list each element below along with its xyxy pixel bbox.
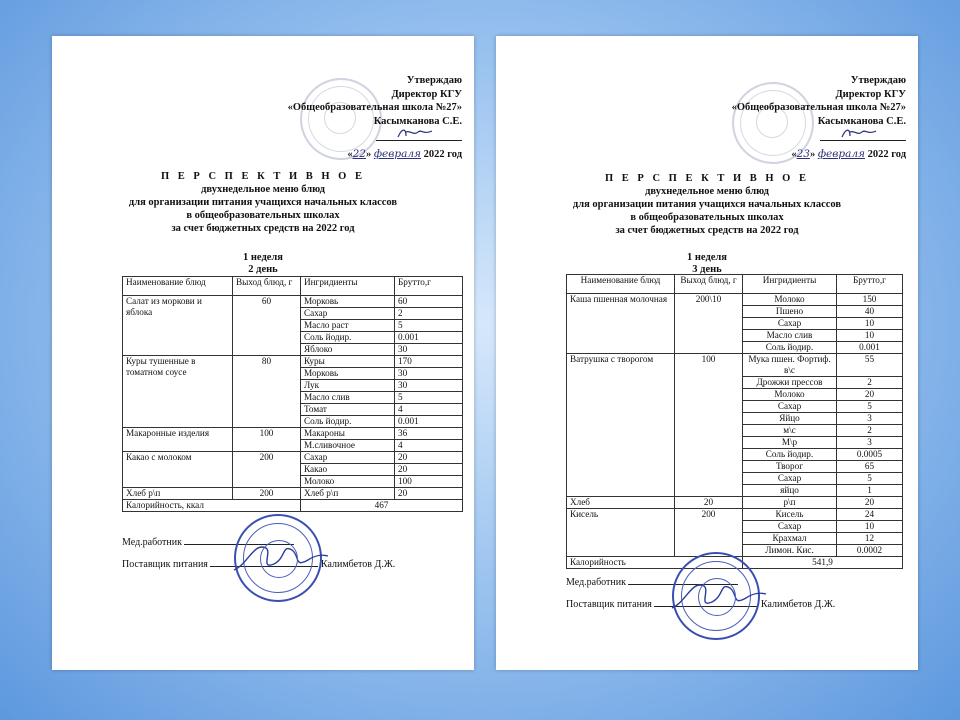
table-row xyxy=(123,452,463,464)
header-output: Выход блюд, г xyxy=(233,277,301,296)
table-row xyxy=(123,296,463,308)
ingredient-weight: 20 xyxy=(837,389,903,401)
ingredient-weight: 10 xyxy=(837,330,903,342)
ingredient-name: Сахар xyxy=(743,318,837,330)
ingredient-name: яйцо xyxy=(743,485,837,497)
approve-word: Утверждаю xyxy=(406,75,462,86)
ingredient-weight: 0.001 xyxy=(395,416,463,428)
calories-label: Калорийность xyxy=(567,557,743,569)
ingredient-weight: 0.0005 xyxy=(837,449,903,461)
ingredient-weight: 24 xyxy=(837,509,903,521)
ingredient-weight: 5 xyxy=(395,392,463,404)
table-row xyxy=(567,497,903,509)
document-title: П Е Р С П Е К Т И В Н О Е двухнедельное меню блюд для организации питания учащихся начальных классов в общеобразовательных школах за счет бюджетных средств на 2022 год xyxy=(572,173,842,236)
ingredient-weight: 36 xyxy=(395,428,463,440)
ingredient-name: Морковь xyxy=(301,368,395,380)
director-signature-line xyxy=(820,128,906,141)
menu-table xyxy=(566,274,903,569)
dish-output: 200 xyxy=(233,488,301,500)
ingredient-weight: 2 xyxy=(837,377,903,389)
ingredient-name: Сахар xyxy=(301,308,395,320)
ingredient-weight: 10 xyxy=(837,318,903,330)
ingredient-name: Пшено xyxy=(743,306,837,318)
ingredient-weight: 0.001 xyxy=(837,342,903,354)
dish-output: 20 xyxy=(675,497,743,509)
dish-output: 200 xyxy=(675,509,743,557)
ingredient-weight: 20 xyxy=(395,452,463,464)
ingredient-weight: 20 xyxy=(837,497,903,509)
ingredient-name: Молоко xyxy=(743,389,837,401)
dish-name: Каша пшенная молочная xyxy=(567,294,675,354)
dish-output: 100 xyxy=(233,428,301,452)
ingredient-name: Сахар xyxy=(743,521,837,533)
ingredient-name: Томат xyxy=(301,404,395,416)
ingredient-weight: 5 xyxy=(395,320,463,332)
ingredient-name: Морковь xyxy=(301,296,395,308)
date-month: февраля xyxy=(373,147,421,160)
supplier-signature-icon xyxy=(230,534,330,580)
ingredient-name: Крахмал xyxy=(743,533,837,545)
ingredient-name: Соль йодир. xyxy=(743,449,837,461)
header-gross: Брутто,г xyxy=(837,275,903,294)
table-row xyxy=(567,354,903,377)
ingredient-name: Соль йодир. xyxy=(743,342,837,354)
table-row xyxy=(567,294,903,306)
ingredient-name: Дрожжи прессов xyxy=(743,377,837,389)
ingredient-name: Кисель xyxy=(743,509,837,521)
ingredient-weight: 55 xyxy=(837,354,903,377)
menu-sheet-day-3 xyxy=(496,36,918,670)
dish-name: Куры тушенные в томатном соусе xyxy=(123,356,233,428)
header-output: Выход блюд, г xyxy=(675,275,743,294)
ingredient-name: м\с xyxy=(743,425,837,437)
dish-name: Салат из моркови и яблока xyxy=(123,296,233,356)
approve-position: Директор КГУ xyxy=(391,88,462,100)
ingredient-weight: 30 xyxy=(395,344,463,356)
ingredient-name: Соль йодир. xyxy=(301,332,395,344)
supplier-label: Поставщик питания xyxy=(122,559,208,570)
ingredient-name: Творог xyxy=(743,461,837,473)
ingredient-name: Лук xyxy=(301,380,395,392)
menu-table xyxy=(122,276,463,512)
dish-output: 60 xyxy=(233,296,301,356)
ingredient-name: Какао xyxy=(301,464,395,476)
ingredient-weight: 0.001 xyxy=(395,332,463,344)
ingredient-weight: 40 xyxy=(837,306,903,318)
document-title: П Е Р С П Е К Т И В Н О Е двухнедельное меню блюд для организации питания учащихся начальных классов в общеобразовательных школах за счет бюджетных средств на 2022 год xyxy=(128,171,398,234)
supplier-seal xyxy=(234,514,322,602)
ingredient-name: Мука пшен. Фортиф. в\с xyxy=(743,354,837,377)
dish-name: Хлеб xyxy=(567,497,675,509)
day-label: 2 день xyxy=(248,264,278,275)
menu-sheet-day-2 xyxy=(52,36,474,670)
ingredient-name: Яйцо xyxy=(743,413,837,425)
approval-block xyxy=(288,74,462,161)
director-signature-line xyxy=(376,128,462,141)
ingredient-weight: 20 xyxy=(395,488,463,500)
dish-name: Какао с молоком xyxy=(123,452,233,488)
day-label: 3 день xyxy=(692,264,722,275)
ingredient-name: М\р xyxy=(743,437,837,449)
ingredient-name: Сахар xyxy=(743,401,837,413)
week-label: 1 неделя xyxy=(687,252,727,263)
ingredient-name: Масло раст xyxy=(301,320,395,332)
dish-output: 100 xyxy=(675,354,743,497)
medic-label: Мед.работник xyxy=(122,537,182,548)
dish-output: 200 xyxy=(233,452,301,488)
supplier-name: Калимбетов Д.Ж. xyxy=(760,599,836,610)
ingredient-name: р\п xyxy=(743,497,837,509)
ingredient-weight: 5 xyxy=(837,473,903,485)
ingredient-name: Хлеб р\п xyxy=(301,488,395,500)
table-row xyxy=(567,509,903,521)
ingredient-weight: 1 xyxy=(837,485,903,497)
ingredient-weight: 65 xyxy=(837,461,903,473)
calories-row xyxy=(123,500,463,512)
ingredient-weight: 2 xyxy=(837,425,903,437)
supplier-label: Поставщик питания xyxy=(566,599,652,610)
date-day: 23 xyxy=(796,147,810,160)
ingredient-name: Молоко xyxy=(743,294,837,306)
supplier-signature-icon xyxy=(668,572,768,618)
ingredient-name: М.сливочное xyxy=(301,440,395,452)
ingredient-name: Соль йодир. xyxy=(301,416,395,428)
dish-output: 200\10 xyxy=(675,294,743,354)
approve-word: Утверждаю xyxy=(850,75,906,86)
ingredient-weight: 3 xyxy=(837,413,903,425)
ingredient-weight: 12 xyxy=(837,533,903,545)
ingredient-weight: 4 xyxy=(395,440,463,452)
header-ingredients: Ингридиенты xyxy=(301,277,395,296)
ingredient-name: Куры xyxy=(301,356,395,368)
ingredient-weight: 20 xyxy=(395,464,463,476)
ingredient-name: Лимон. Кис. xyxy=(743,545,837,557)
medic-label: Мед.работник xyxy=(566,577,626,588)
header-ingredients: Ингридиенты xyxy=(743,275,837,294)
week-day-label xyxy=(496,252,918,276)
table-row xyxy=(123,356,463,368)
ingredient-weight: 4 xyxy=(395,404,463,416)
table-row xyxy=(123,428,463,440)
ingredient-name: Масло слив xyxy=(301,392,395,404)
dish-name: Хлеб р\п xyxy=(123,488,233,500)
ingredient-weight: 60 xyxy=(395,296,463,308)
dish-name: Кисель xyxy=(567,509,675,557)
approval-date: «22» февраля 2022 год xyxy=(347,147,462,160)
director-signature-icon xyxy=(840,126,880,140)
header-dish: Наименование блюд xyxy=(567,275,675,294)
week-day-label xyxy=(52,252,474,276)
ingredient-weight: 10 xyxy=(837,521,903,533)
approve-director: Касымканова С.Е. xyxy=(817,115,906,127)
dish-name: Макаронные изделия xyxy=(123,428,233,452)
date-year: 2022 год xyxy=(423,148,462,160)
supplier-seal xyxy=(672,552,760,640)
date-year: 2022 год xyxy=(867,148,906,160)
ingredient-name: Сахар xyxy=(301,452,395,464)
dish-name: Ватрушка с творогом xyxy=(567,354,675,497)
header-dish: Наименование блюд xyxy=(123,277,233,296)
calories-label: Калорийность, ккал xyxy=(123,500,301,512)
ingredient-weight: 2 xyxy=(395,308,463,320)
approval-block xyxy=(732,74,906,161)
calories-value: 541,9 xyxy=(743,557,903,569)
ingredient-weight: 100 xyxy=(395,476,463,488)
header-gross: Брутто,г xyxy=(395,277,463,296)
ingredient-name: Молоко xyxy=(301,476,395,488)
dish-output: 80 xyxy=(233,356,301,428)
ingredient-name: Яблоко xyxy=(301,344,395,356)
ingredient-name: Масло слив xyxy=(743,330,837,342)
ingredient-weight: 3 xyxy=(837,437,903,449)
date-month: февраля xyxy=(817,147,865,160)
approve-school: «Общеобразовательная школа №27» xyxy=(731,102,906,113)
week-label: 1 неделя xyxy=(243,252,283,263)
table-row xyxy=(123,488,463,500)
calories-value: 467 xyxy=(301,500,463,512)
ingredient-weight: 150 xyxy=(837,294,903,306)
supplier-name: Калимбетов Д.Ж. xyxy=(320,559,396,570)
ingredient-weight: 30 xyxy=(395,380,463,392)
table-header-row xyxy=(567,275,903,294)
ingredient-name: Сахар xyxy=(743,473,837,485)
ingredient-weight: 0.0002 xyxy=(837,545,903,557)
ingredient-weight: 30 xyxy=(395,368,463,380)
ingredient-weight: 170 xyxy=(395,356,463,368)
director-signature-icon xyxy=(396,126,436,140)
approve-position: Директор КГУ xyxy=(835,88,906,100)
table-header-row xyxy=(123,277,463,296)
ingredient-weight: 5 xyxy=(837,401,903,413)
approve-director: Касымканова С.Е. xyxy=(373,115,462,127)
approval-date: «23» февраля 2022 год xyxy=(791,147,906,160)
ingredient-name: Макароны xyxy=(301,428,395,440)
date-day: 22 xyxy=(352,147,366,160)
approve-school: «Общеобразовательная школа №27» xyxy=(287,102,462,113)
